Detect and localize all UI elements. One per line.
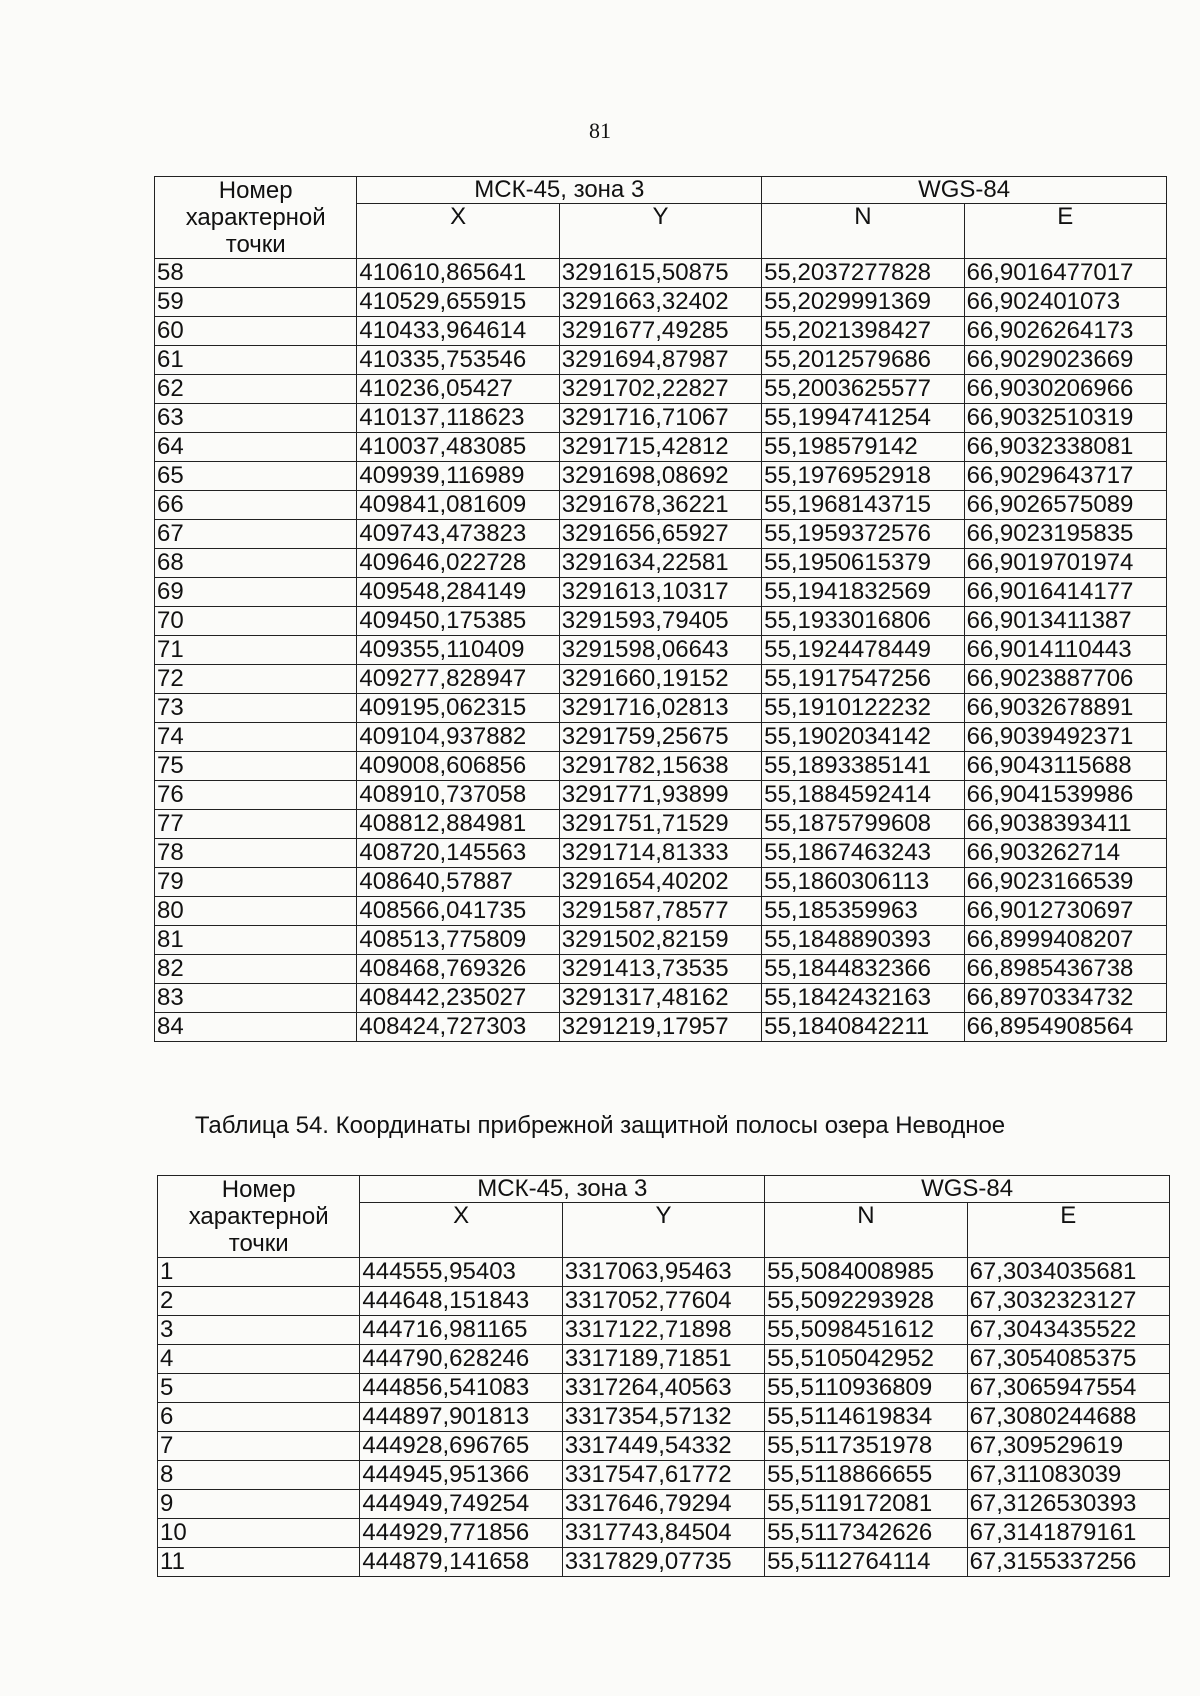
- header-point-number: Номер характерной точки: [155, 177, 357, 259]
- x-cell: 410529,655915: [357, 288, 559, 317]
- point-number-cell: 78: [155, 839, 357, 868]
- table-row: [155, 955, 1167, 984]
- point-number-cell: 80: [155, 897, 357, 926]
- e-cell: 66,9038393411: [964, 810, 1166, 839]
- table-row: [158, 1316, 1170, 1345]
- x-cell: 409841,081609: [357, 491, 559, 520]
- n-cell: 55,1968143715: [762, 491, 964, 520]
- table-caption: Таблица 54. Координаты прибрежной защитной полосы озера Неводное: [194, 1112, 1006, 1139]
- n-cell: 55,1848890393: [762, 926, 964, 955]
- n-cell: 55,5092293928: [765, 1287, 967, 1316]
- x-cell: 409646,022728: [357, 549, 559, 578]
- table-row: [155, 723, 1167, 752]
- e-cell: 66,9016414177: [964, 578, 1166, 607]
- y-cell: 3291634,22581: [559, 549, 761, 578]
- y-cell: 3317829,07735: [562, 1548, 764, 1577]
- y-cell: 3291654,40202: [559, 868, 761, 897]
- n-cell: 55,5112764114: [765, 1548, 967, 1577]
- n-cell: 55,5105042952: [765, 1345, 967, 1374]
- x-cell: 444856,541083: [360, 1374, 562, 1403]
- n-cell: 55,1884592414: [762, 781, 964, 810]
- table-row: [158, 1432, 1170, 1461]
- n-cell: 55,5084008985: [765, 1258, 967, 1287]
- y-cell: 3317052,77604: [562, 1287, 764, 1316]
- point-number-cell: 5: [158, 1374, 360, 1403]
- header-y: Y: [562, 1203, 764, 1258]
- y-cell: 3317189,71851: [562, 1345, 764, 1374]
- y-cell: 3291598,06643: [559, 636, 761, 665]
- y-cell: 3317354,57132: [562, 1403, 764, 1432]
- table-row: [155, 810, 1167, 839]
- n-cell: 55,198579142: [762, 433, 964, 462]
- point-number-cell: 65: [155, 462, 357, 491]
- x-cell: 444555,95403: [360, 1258, 562, 1287]
- e-cell: 66,8985436738: [964, 955, 1166, 984]
- x-cell: 408513,775809: [357, 926, 559, 955]
- table-row: [158, 1258, 1170, 1287]
- point-number-cell: 63: [155, 404, 357, 433]
- x-cell: 410433,964614: [357, 317, 559, 346]
- y-cell: 3291714,81333: [559, 839, 761, 868]
- point-number-cell: 84: [155, 1013, 357, 1042]
- e-cell: 67,3126530393: [967, 1490, 1169, 1519]
- x-cell: 409008,606856: [357, 752, 559, 781]
- table-row: [155, 897, 1167, 926]
- e-cell: 66,8970334732: [964, 984, 1166, 1013]
- e-cell: 66,8999408207: [964, 926, 1166, 955]
- n-cell: 55,1950615379: [762, 549, 964, 578]
- point-number-cell: 62: [155, 375, 357, 404]
- e-cell: 67,3043435522: [967, 1316, 1169, 1345]
- y-cell: 3291678,36221: [559, 491, 761, 520]
- n-cell: 55,1860306113: [762, 868, 964, 897]
- point-number-cell: 73: [155, 694, 357, 723]
- x-cell: 409355,110409: [357, 636, 559, 665]
- e-cell: 66,9039492371: [964, 723, 1166, 752]
- x-cell: 444928,696765: [360, 1432, 562, 1461]
- table-1-body: [155, 259, 1167, 1042]
- point-number-cell: 82: [155, 955, 357, 984]
- header-e: E: [964, 204, 1166, 259]
- point-number-cell: 61: [155, 346, 357, 375]
- n-cell: 55,1959372576: [762, 520, 964, 549]
- point-number-cell: 66: [155, 491, 357, 520]
- x-cell: 410335,753546: [357, 346, 559, 375]
- point-number-cell: 60: [155, 317, 357, 346]
- y-cell: 3291613,10317: [559, 578, 761, 607]
- point-number-cell: 83: [155, 984, 357, 1013]
- n-cell: 55,2003625577: [762, 375, 964, 404]
- point-number-cell: 74: [155, 723, 357, 752]
- e-cell: 66,9032338081: [964, 433, 1166, 462]
- e-cell: 66,9043115688: [964, 752, 1166, 781]
- point-number-cell: 11: [158, 1548, 360, 1577]
- table-row: [155, 607, 1167, 636]
- x-cell: 444929,771856: [360, 1519, 562, 1548]
- n-cell: 55,2029991369: [762, 288, 964, 317]
- table-row: [155, 752, 1167, 781]
- n-cell: 55,1902034142: [762, 723, 964, 752]
- y-cell: 3317122,71898: [562, 1316, 764, 1345]
- n-cell: 55,1893385141: [762, 752, 964, 781]
- x-cell: 409450,175385: [357, 607, 559, 636]
- y-cell: 3291656,65927: [559, 520, 761, 549]
- e-cell: 66,9029023669: [964, 346, 1166, 375]
- n-cell: 55,1994741254: [762, 404, 964, 433]
- x-cell: 408566,041735: [357, 897, 559, 926]
- e-cell: 66,903262714: [964, 839, 1166, 868]
- e-cell: 66,9026575089: [964, 491, 1166, 520]
- n-cell: 55,1924478449: [762, 636, 964, 665]
- e-cell: 66,8954908564: [964, 1013, 1166, 1042]
- x-cell: 409939,116989: [357, 462, 559, 491]
- x-cell: 408468,769326: [357, 955, 559, 984]
- x-cell: 444945,951366: [360, 1461, 562, 1490]
- e-cell: 67,309529619: [967, 1432, 1169, 1461]
- y-cell: 3291317,48162: [559, 984, 761, 1013]
- x-cell: 408812,884981: [357, 810, 559, 839]
- n-cell: 55,1976952918: [762, 462, 964, 491]
- e-cell: 66,9013411387: [964, 607, 1166, 636]
- table-row: [155, 636, 1167, 665]
- e-cell: 67,3141879161: [967, 1519, 1169, 1548]
- n-cell: 55,1875799608: [762, 810, 964, 839]
- point-number-cell: 76: [155, 781, 357, 810]
- e-cell: 66,9014110443: [964, 636, 1166, 665]
- y-cell: 3317646,79294: [562, 1490, 764, 1519]
- y-cell: 3291587,78577: [559, 897, 761, 926]
- e-cell: 66,9041539986: [964, 781, 1166, 810]
- table-row: [158, 1403, 1170, 1432]
- y-cell: 3291219,17957: [559, 1013, 761, 1042]
- header-n: N: [762, 204, 964, 259]
- header-e: E: [967, 1203, 1169, 1258]
- e-cell: 66,9012730697: [964, 897, 1166, 926]
- y-cell: 3291502,82159: [559, 926, 761, 955]
- y-cell: 3291663,32402: [559, 288, 761, 317]
- table-row: [155, 462, 1167, 491]
- point-number-cell: 8: [158, 1461, 360, 1490]
- point-number-cell: 10: [158, 1519, 360, 1548]
- x-cell: 409195,062315: [357, 694, 559, 723]
- n-cell: 55,1941832569: [762, 578, 964, 607]
- point-number-cell: 67: [155, 520, 357, 549]
- header-x: X: [360, 1203, 562, 1258]
- y-cell: 3291694,87987: [559, 346, 761, 375]
- point-number-cell: 81: [155, 926, 357, 955]
- header-msk: МСК-45, зона 3: [357, 177, 762, 204]
- header-n: N: [765, 1203, 967, 1258]
- y-cell: 3291593,79405: [559, 607, 761, 636]
- table-row: [155, 984, 1167, 1013]
- e-cell: 67,3034035681: [967, 1258, 1169, 1287]
- e-cell: 67,3080244688: [967, 1403, 1169, 1432]
- n-cell: 55,2021398427: [762, 317, 964, 346]
- n-cell: 55,5098451612: [765, 1316, 967, 1345]
- point-number-cell: 70: [155, 607, 357, 636]
- point-number-cell: 59: [155, 288, 357, 317]
- x-cell: 410610,865641: [357, 259, 559, 288]
- n-cell: 55,1840842211: [762, 1013, 964, 1042]
- x-cell: 408910,737058: [357, 781, 559, 810]
- point-number-cell: 6: [158, 1403, 360, 1432]
- e-cell: 66,9019701974: [964, 549, 1166, 578]
- y-cell: 3291660,19152: [559, 665, 761, 694]
- table-row: [155, 520, 1167, 549]
- point-number-cell: 7: [158, 1432, 360, 1461]
- table-row: [155, 839, 1167, 868]
- x-cell: 409743,473823: [357, 520, 559, 549]
- point-number-cell: 79: [155, 868, 357, 897]
- point-number-cell: 64: [155, 433, 357, 462]
- x-cell: 410137,118623: [357, 404, 559, 433]
- table-row: [155, 259, 1167, 288]
- table-row: [155, 433, 1167, 462]
- y-cell: 3291771,93899: [559, 781, 761, 810]
- y-cell: 3317547,61772: [562, 1461, 764, 1490]
- y-cell: 3291716,71067: [559, 404, 761, 433]
- n-cell: 55,1842432163: [762, 984, 964, 1013]
- point-number-cell: 2: [158, 1287, 360, 1316]
- coordinates-table-1: [154, 176, 1167, 1042]
- table-row: [155, 868, 1167, 897]
- y-cell: 3291413,73535: [559, 955, 761, 984]
- table-row: [155, 317, 1167, 346]
- table-row: [158, 1287, 1170, 1316]
- x-cell: 409104,937882: [357, 723, 559, 752]
- n-cell: 55,185359963: [762, 897, 964, 926]
- point-number-cell: 68: [155, 549, 357, 578]
- e-cell: 66,9032678891: [964, 694, 1166, 723]
- point-number-cell: 69: [155, 578, 357, 607]
- n-cell: 55,5117351978: [765, 1432, 967, 1461]
- table-2-body: [158, 1258, 1170, 1577]
- x-cell: 408720,145563: [357, 839, 559, 868]
- e-cell: 66,9023166539: [964, 868, 1166, 897]
- y-cell: 3291677,49285: [559, 317, 761, 346]
- x-cell: 444716,981165: [360, 1316, 562, 1345]
- n-cell: 55,5118866655: [765, 1461, 967, 1490]
- n-cell: 55,2012579686: [762, 346, 964, 375]
- e-cell: 67,3155337256: [967, 1548, 1169, 1577]
- y-cell: 3317743,84504: [562, 1519, 764, 1548]
- table-row: [155, 781, 1167, 810]
- table-row: [155, 1013, 1167, 1042]
- point-number-cell: 58: [155, 259, 357, 288]
- header-msk: МСК-45, зона 3: [360, 1176, 765, 1203]
- n-cell: 55,5117342626: [765, 1519, 967, 1548]
- n-cell: 55,5114619834: [765, 1403, 967, 1432]
- y-cell: 3291759,25675: [559, 723, 761, 752]
- table-row: [155, 375, 1167, 404]
- table-row: [155, 346, 1167, 375]
- e-cell: 67,311083039: [967, 1461, 1169, 1490]
- x-cell: 444648,151843: [360, 1287, 562, 1316]
- n-cell: 55,2037277828: [762, 259, 964, 288]
- x-cell: 409548,284149: [357, 578, 559, 607]
- table-row: [155, 404, 1167, 433]
- y-cell: 3317449,54332: [562, 1432, 764, 1461]
- point-number-cell: 3: [158, 1316, 360, 1345]
- y-cell: 3317063,95463: [562, 1258, 764, 1287]
- x-cell: 444897,901813: [360, 1403, 562, 1432]
- table-row: [158, 1519, 1170, 1548]
- point-number-cell: 71: [155, 636, 357, 665]
- x-cell: 410037,483085: [357, 433, 559, 462]
- n-cell: 55,1867463243: [762, 839, 964, 868]
- point-number-cell: 75: [155, 752, 357, 781]
- y-cell: 3291615,50875: [559, 259, 761, 288]
- n-cell: 55,1844832366: [762, 955, 964, 984]
- e-cell: 66,9023887706: [964, 665, 1166, 694]
- point-number-cell: 4: [158, 1345, 360, 1374]
- x-cell: 409277,828947: [357, 665, 559, 694]
- header-y: Y: [559, 204, 761, 259]
- point-number-cell: 72: [155, 665, 357, 694]
- point-number-cell: 1: [158, 1258, 360, 1287]
- coordinates-table-2: [157, 1175, 1170, 1577]
- header-wgs: WGS-84: [765, 1176, 1170, 1203]
- n-cell: 55,1917547256: [762, 665, 964, 694]
- y-cell: 3291716,02813: [559, 694, 761, 723]
- e-cell: 67,3032323127: [967, 1287, 1169, 1316]
- x-cell: 408424,727303: [357, 1013, 559, 1042]
- table-row: [158, 1374, 1170, 1403]
- header-point-number: Номер характерной точки: [158, 1176, 360, 1258]
- header-wgs: WGS-84: [762, 177, 1167, 204]
- table-row: [155, 665, 1167, 694]
- e-cell: 66,9030206966: [964, 375, 1166, 404]
- table-row: [155, 288, 1167, 317]
- x-cell: 410236,05427: [357, 375, 559, 404]
- x-cell: 444879,141658: [360, 1548, 562, 1577]
- x-cell: 408640,57887: [357, 868, 559, 897]
- e-cell: 66,9023195835: [964, 520, 1166, 549]
- n-cell: 55,5119172081: [765, 1490, 967, 1519]
- n-cell: 55,5110936809: [765, 1374, 967, 1403]
- y-cell: 3291715,42812: [559, 433, 761, 462]
- table-row: [155, 549, 1167, 578]
- page-number: 81: [589, 118, 611, 143]
- point-number-cell: 9: [158, 1490, 360, 1519]
- e-cell: 66,902401073: [964, 288, 1166, 317]
- table-row: [158, 1548, 1170, 1577]
- e-cell: 67,3054085375: [967, 1345, 1169, 1374]
- x-cell: 444949,749254: [360, 1490, 562, 1519]
- table-row: [158, 1490, 1170, 1519]
- header-x: X: [357, 204, 559, 259]
- table-row: [155, 926, 1167, 955]
- n-cell: 55,1933016806: [762, 607, 964, 636]
- table-row: [155, 694, 1167, 723]
- y-cell: 3291702,22827: [559, 375, 761, 404]
- y-cell: 3291782,15638: [559, 752, 761, 781]
- point-number-cell: 77: [155, 810, 357, 839]
- e-cell: 66,9032510319: [964, 404, 1166, 433]
- y-cell: 3291698,08692: [559, 462, 761, 491]
- e-cell: 66,9029643717: [964, 462, 1166, 491]
- e-cell: 66,9016477017: [964, 259, 1166, 288]
- table-row: [158, 1461, 1170, 1490]
- x-cell: 408442,235027: [357, 984, 559, 1013]
- y-cell: 3291751,71529: [559, 810, 761, 839]
- e-cell: 66,9026264173: [964, 317, 1166, 346]
- table-row: [155, 491, 1167, 520]
- e-cell: 67,3065947554: [967, 1374, 1169, 1403]
- table-row: [158, 1345, 1170, 1374]
- y-cell: 3317264,40563: [562, 1374, 764, 1403]
- n-cell: 55,1910122232: [762, 694, 964, 723]
- x-cell: 444790,628246: [360, 1345, 562, 1374]
- table-row: [155, 578, 1167, 607]
